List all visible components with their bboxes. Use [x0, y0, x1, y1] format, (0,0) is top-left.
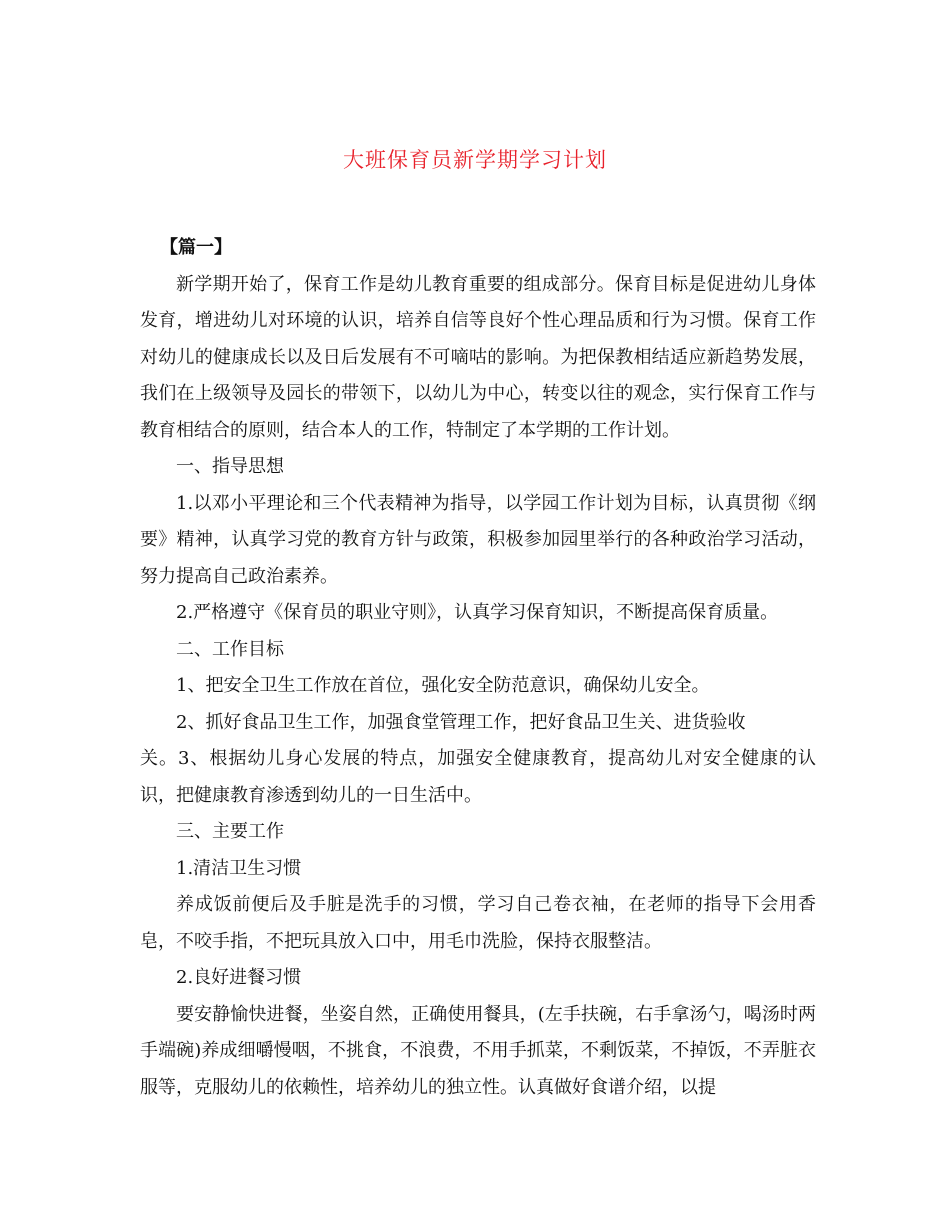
document-body: [140, 230, 816, 1106]
intro-paragraph: 新学期开始了，保育工作是幼儿教育重要的组成部分。保育目标是促进幼儿身体发育，增进幼儿对环境的认识，培养自信等良好个性心理品质和行为习惯。保育工作对幼儿的健康成长以及日后发展有不可嘀咕的影响。为把保教相结适应新趋势发展，我们在上级领导及园长的带领下，以幼儿为中心，转变以往的观念，实行保育工作与教育相结合的原则，结合本人的工作，特制定了本学期的工作计划。: [140, 273, 816, 441]
subheading-eating: 2.良好进餐习惯: [176, 967, 302, 988]
hygiene-paragraph: 养成饭前便后及手脏是洗手的习惯，学习自己卷衣袖，在老师的指导下会用香皂，不咬手指，不把玩具放入口中，用毛巾洗脸，保持衣服整洁。: [140, 894, 816, 952]
subheading-hygiene: 1.清洁卫生习惯: [176, 857, 302, 879]
heading-guiding-thought: 一、指导思想: [176, 456, 284, 477]
heading-main-work: 三、主要工作: [176, 821, 284, 842]
guiding-item-2: 2.严格遵守《保育员的职业守则》，认真学习保育知识，不断提高保育质量。: [176, 602, 779, 623]
eating-paragraph: 要安静愉快进餐，坐姿自然，正确使用餐具，(左手扶碗，右手拿汤勺，喝汤时两手端碗)养成细嚼慢咽，不挑食，不浪费，不用手抓菜，不剩饭菜，不掉饭，不弄脏衣服等，克服幼儿的依赖性，培养幼儿的独立性。认真做好食谱介绍，以提: [140, 1003, 816, 1098]
goal-item-2: 2、抓好食品卫生工作，加强食堂管理工作，把好食品卫生关、进货验收: [176, 711, 746, 733]
guiding-item-1: 1.以邓小平理论和三个代表精神为指导，以学园工作计划为目标，认真贯彻《纲要》精神，认真学习党的教育方针与政策，积极参加园里举行的各种政治学习活动，努力提高自己政治素养。: [140, 492, 816, 587]
heading-work-goals: 二、工作目标: [176, 638, 284, 660]
section-marker: 【篇一】: [160, 237, 232, 258]
goal-item-3: 关。3、根据幼儿身心发展的特点，加强安全健康教育，提高幼儿对安全健康的认识，把健康教育渗透到幼儿的一日生活中。: [140, 748, 816, 806]
document-title: 大班保育员新学期学习计划: [343, 148, 607, 172]
goal-item-1: 1、把安全卫生工作放在首位，强化安全防范意识，确保幼儿安全。: [176, 675, 710, 696]
